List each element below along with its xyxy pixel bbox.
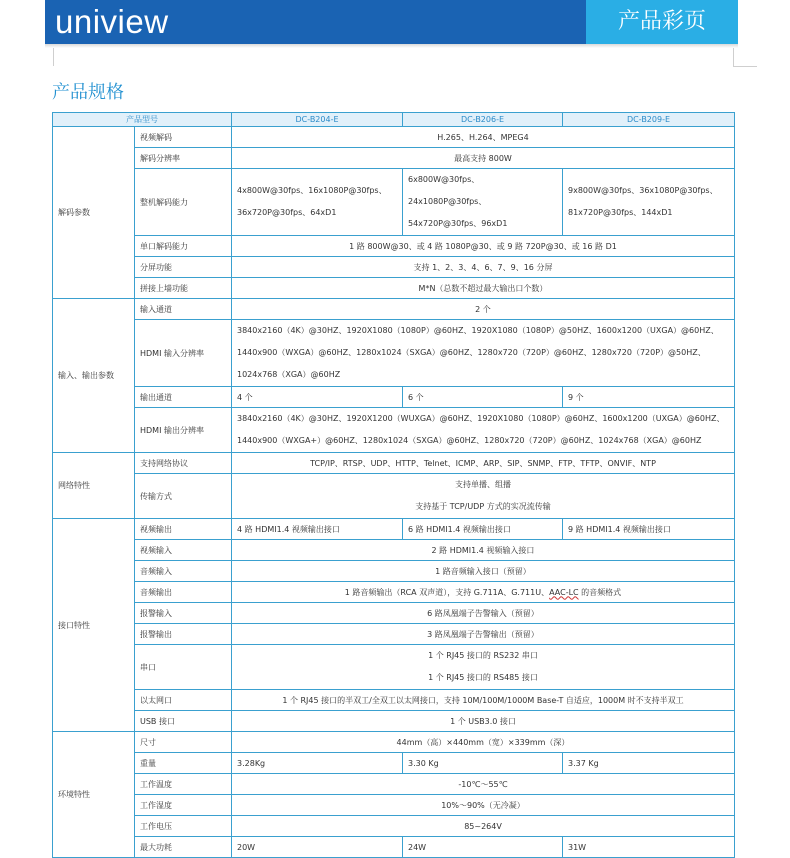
row-label: 工作电压 xyxy=(135,816,232,837)
value-line: 36x720P@30fps、64xD1 xyxy=(237,208,337,217)
value-line: 1024x768（XGA）@60HZ xyxy=(237,370,341,379)
row-label: 重量 xyxy=(135,753,232,774)
table-row xyxy=(53,561,735,582)
value-line: 支持单播、组播 xyxy=(455,480,511,489)
row-value xyxy=(232,320,735,387)
value-line: 3840x2160（4K）@30HZ、1920X1200（WUXGA）@60HZ、1920X1080（1080P）@60HZ、1600x1200（UXGA）@60HZ、 xyxy=(237,414,725,423)
row-value xyxy=(232,582,735,603)
row-label: 视频输入 xyxy=(135,540,232,561)
value-line: 9x800W@30fps、36x1080P@30fps、 xyxy=(568,186,718,195)
value-line: 1440x900（WXGA）@60HZ、1280x1024（SXGA）@60HZ、1280x720（720P）@60HZ、1280x720（720P）@50HZ、 xyxy=(237,348,706,357)
row-value xyxy=(232,645,735,690)
header-model-label: 产品型号 xyxy=(53,113,232,127)
table-row xyxy=(53,320,735,387)
row-value-model-1: 4 个 xyxy=(232,387,403,408)
brochure-tag xyxy=(586,0,738,44)
row-value: 支持 1、2、3、4、6、7、9、16 分屏 xyxy=(232,257,735,278)
table-row xyxy=(53,257,735,278)
row-value-model-3: 3.37 Kg xyxy=(563,753,735,774)
row-label: 分屏功能 xyxy=(135,257,232,278)
value-part-marked: AAC-LC xyxy=(549,587,579,597)
row-value xyxy=(232,408,735,453)
table-row xyxy=(53,690,735,711)
row-value-model-3: 9 路 HDMI1.4 视频输出接口 xyxy=(563,519,735,540)
row-value: 2 个 xyxy=(232,299,735,320)
table-row xyxy=(53,624,735,645)
table-row xyxy=(53,453,735,474)
row-label: 尺寸 xyxy=(135,732,232,753)
header-shadow xyxy=(45,44,738,48)
value-line: 1 个 RJ45 接口的 RS232 串口 xyxy=(428,651,538,660)
row-value: 6 路凤凰端子告警输入（预留） xyxy=(232,603,735,624)
row-label: HDMI 输出分辨率 xyxy=(135,408,232,453)
row-value-model-2: 6 路 HDMI1.4 视频输出接口 xyxy=(403,519,563,540)
category-environment: 环境特性 xyxy=(53,732,135,858)
row-value: -10℃～55℃ xyxy=(232,774,735,795)
value-line: 81x720P@30fps、144xD1 xyxy=(568,208,673,217)
table-row xyxy=(53,408,735,453)
section-title: 产品规格 xyxy=(52,82,124,103)
value-line: 54x720P@30fps、96xD1 xyxy=(408,219,508,228)
row-label: 传输方式 xyxy=(135,474,232,519)
table-row xyxy=(53,387,735,408)
table-row xyxy=(53,474,735,519)
row-value-model-2: 3.30 Kg xyxy=(403,753,563,774)
value-line: 4x800W@30fps、16x1080P@30fps、 xyxy=(237,186,387,195)
brochure-tag-label: 产品彩页 xyxy=(617,9,706,34)
value-line: 1 个 RJ45 接口的 RS485 接口 xyxy=(428,673,538,682)
row-value: M*N（总数不超过最大输出口个数） xyxy=(232,278,735,299)
table-row xyxy=(53,299,735,320)
row-value-model-1 xyxy=(232,169,403,236)
row-label: 音频输出 xyxy=(135,582,232,603)
table-row xyxy=(53,753,735,774)
row-label: 视频解码 xyxy=(135,127,232,148)
table-row xyxy=(53,148,735,169)
crop-mark-left xyxy=(45,48,54,66)
row-label: 工作温度 xyxy=(135,774,232,795)
table-row xyxy=(53,711,735,732)
table-row xyxy=(53,837,735,858)
category-io: 输入、输出参数 xyxy=(53,299,135,453)
value-line: 3840x2160（4K）@30HZ、1920X1080（1080P）@60HZ、1920X1080（1080P）@50HZ、1600x1200（UXGA）@60HZ、 xyxy=(237,326,719,335)
row-value: 1 个 USB3.0 接口 xyxy=(232,711,735,732)
table-row xyxy=(53,582,735,603)
table-row xyxy=(53,645,735,690)
row-value: 1 路 800W@30、或 4 路 1080P@30、或 9 路 720P@30、或 16 路 D1 xyxy=(232,236,735,257)
row-label: 单口解码能力 xyxy=(135,236,232,257)
spec-table xyxy=(52,112,735,858)
row-value-model-1: 3.28Kg xyxy=(232,753,403,774)
row-value: 1 个 RJ45 接口的半双工/全双工以太网接口，支持 10M/100M/1000M Base-T 自适应，1000M 时不支持半双工 xyxy=(232,690,735,711)
table-row xyxy=(53,127,735,148)
row-label: 工作湿度 xyxy=(135,795,232,816)
value-line: 支持基于 TCP/UDP 方式的实况流传输 xyxy=(415,502,551,511)
page-header xyxy=(45,0,738,44)
row-value-model-2: 24W xyxy=(403,837,563,858)
row-value: 44mm（高）×440mm（宽）×339mm（深） xyxy=(232,732,735,753)
row-value-model-3 xyxy=(563,169,735,236)
crop-mark-right xyxy=(733,48,738,66)
table-row xyxy=(53,278,735,299)
row-label: 串口 xyxy=(135,645,232,690)
row-label: 音频输入 xyxy=(135,561,232,582)
row-label: HDMI 输入分辨率 xyxy=(135,320,232,387)
table-row xyxy=(53,603,735,624)
value-part: 1 路音频输出（RCA 双声道），支持 G.711A、G.711U、 xyxy=(344,587,550,597)
header-model-2: DC-B206-E xyxy=(403,113,563,127)
row-value xyxy=(232,474,735,519)
table-row xyxy=(53,169,735,236)
table-row xyxy=(53,816,735,837)
crop-mark-right-h xyxy=(733,66,757,67)
table-row xyxy=(53,540,735,561)
row-value-model-3: 9 个 xyxy=(563,387,735,408)
category-network: 网络特性 xyxy=(53,453,135,519)
row-label: 以太网口 xyxy=(135,690,232,711)
row-value: TCP/IP、RTSP、UDP、HTTP、Telnet、ICMP、ARP、SIP、SNMP、FTP、TFTP、ONVIF、NTP xyxy=(232,453,735,474)
row-label: 输出通道 xyxy=(135,387,232,408)
row-value: 最高支持 800W xyxy=(232,148,735,169)
table-row xyxy=(53,732,735,753)
row-label: 报警输出 xyxy=(135,624,232,645)
row-label: 支持网络协议 xyxy=(135,453,232,474)
row-label: USB 接口 xyxy=(135,711,232,732)
category-interface: 接口特性 xyxy=(53,519,135,732)
header-model-1: DC-B204-E xyxy=(232,113,403,127)
row-value-model-1: 4 路 HDMI1.4 视频输出接口 xyxy=(232,519,403,540)
row-label: 最大功耗 xyxy=(135,837,232,858)
row-value-model-2: 6 个 xyxy=(403,387,563,408)
value-part: 的音频格式 xyxy=(578,587,622,597)
row-value: 10%～90%（无冷凝） xyxy=(232,795,735,816)
row-value: 85~264V xyxy=(232,816,735,837)
row-value: H.265、H.264、MPEG4 xyxy=(232,127,735,148)
table-row xyxy=(53,519,735,540)
header-model-3: DC-B209-E xyxy=(563,113,735,127)
row-label: 拼接上墙功能 xyxy=(135,278,232,299)
row-value: 3 路凤凰端子告警输出（预留） xyxy=(232,624,735,645)
row-label: 视频输出 xyxy=(135,519,232,540)
row-label: 整机解码能力 xyxy=(135,169,232,236)
value-line: 6x800W@30fps、24x1080P@30fps、 xyxy=(408,175,487,206)
row-value: 1 路音频输入接口（预留） xyxy=(232,561,735,582)
row-label: 解码分辨率 xyxy=(135,148,232,169)
row-value: 2 路 HDMI1.4 视频输入接口 xyxy=(232,540,735,561)
table-row xyxy=(53,774,735,795)
value-line: 1440x900（WXGA+）@60HZ、1280x1024（SXGA）@60HZ、1280x720（720P）@60HZ、1024x768（XGA）@60HZ xyxy=(237,436,702,445)
row-value-model-3: 31W xyxy=(563,837,735,858)
table-row xyxy=(53,795,735,816)
table-row xyxy=(53,236,735,257)
row-value-model-1: 20W xyxy=(232,837,403,858)
row-label: 输入通道 xyxy=(135,299,232,320)
category-decode: 解码参数 xyxy=(53,127,135,299)
row-label: 报警输入 xyxy=(135,603,232,624)
table-header-row xyxy=(53,113,735,127)
row-value-model-2 xyxy=(403,169,563,236)
brand-logo: uniview xyxy=(55,3,169,40)
